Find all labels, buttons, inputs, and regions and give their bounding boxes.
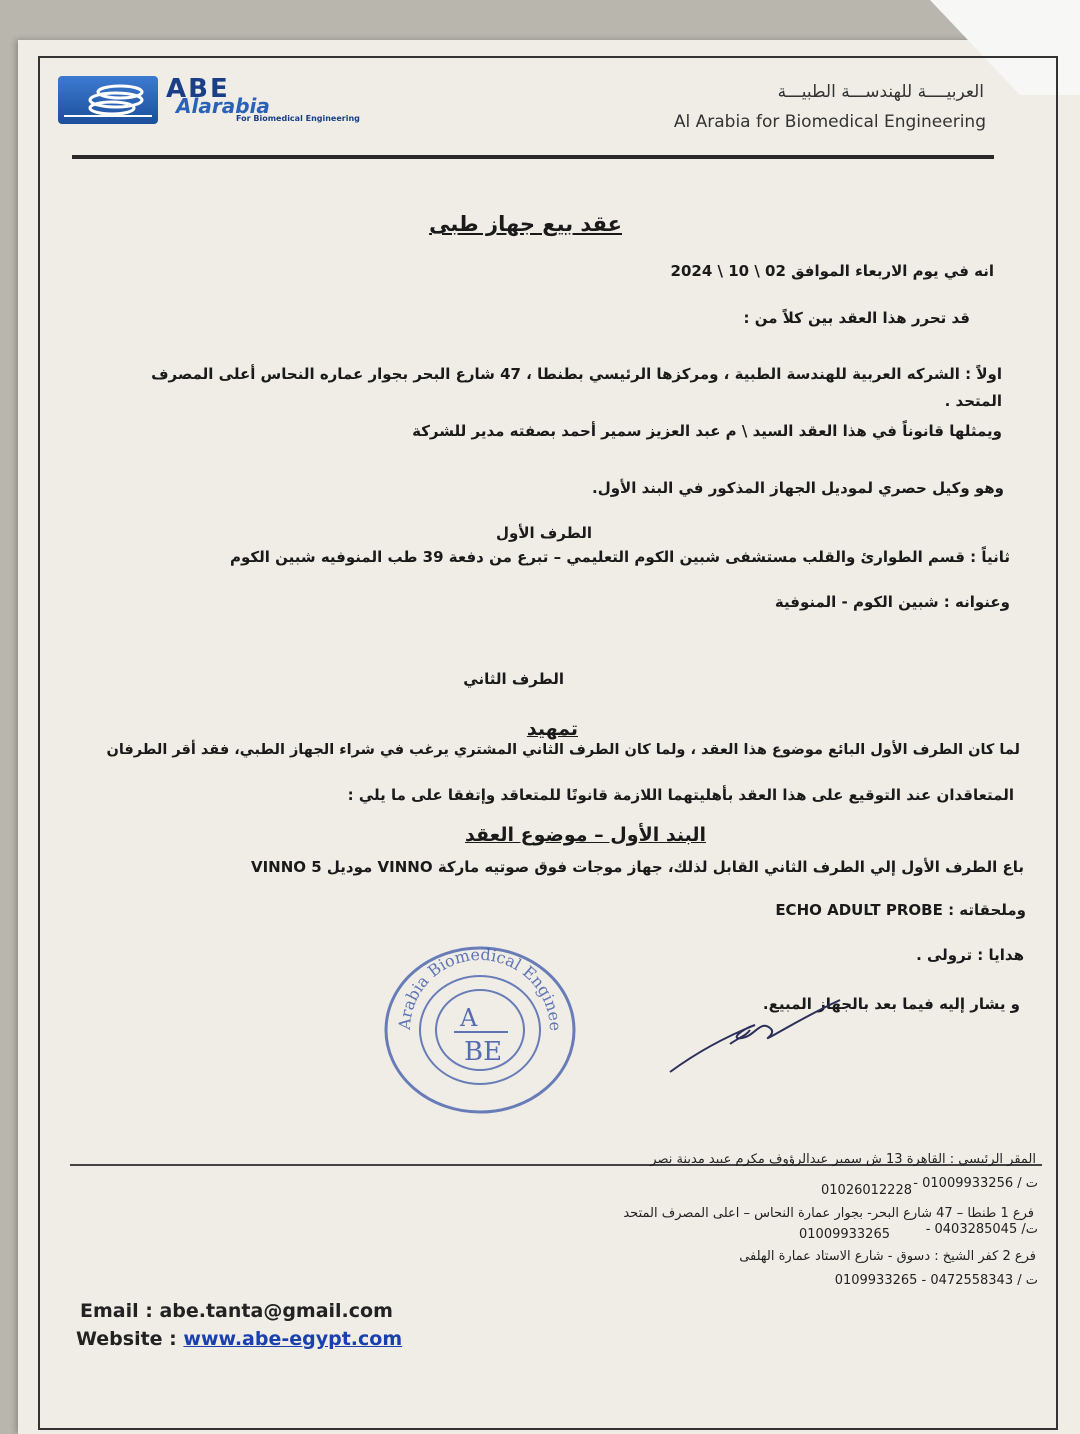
stamp-ring-text: Arabia Biomedical Enginee [394,944,566,1032]
website-line [76,1328,402,1350]
stamp-initials-be: BE [464,1037,503,1067]
branch-2-phones: ت / 0472558343 - 0109933265 [834,1273,1038,1288]
preamble-title: تمهيد [526,718,578,740]
email-line [80,1300,393,1322]
representative-line: ويمثلها قانوناً في هذا العقد السيد \ م عبد العزيز سمير أحمد بصفته مدير للشركة [412,422,1002,440]
logo-alarabia-text: Alarabia [176,94,270,118]
second-party-line: ثانياً : قسم الطوارئ والقلب مستشفى شبين الكوم التعليمي – تبرع من دفعة 39 طب المنوفيه شبين الكوم [229,548,1010,566]
gifts-line: هدايا : ترولى . [916,946,1024,964]
branch-2-address: فرع 2 كفر الشيخ : دسوق - شارع الاستاد عمارة الهلفى [739,1249,1036,1264]
preamble-line-1: لما كان الطرف الأول البائع موضوع هذا العقد ، ولما كان الطرف الثاني المشتري يرغب في شراء الجهاز الطبي، فقد أقر الطرفان [106,742,1020,758]
company-stamp [380,938,580,1118]
contract-title: عقد بيع جهاز طبى [429,212,622,236]
clause-1-title: البند الأول – موضوع العقد [465,824,706,846]
first-party-line-1: اولاً : الشركه العربية للهندسة الطبية ، ومركزها الرئيسي بطنطا ، 47 شارع البحر بجوار عماره النحاس أعلى المصرف [151,365,1002,383]
branch-1-address: فرع 1 طنطا – 47 شارع البحر- بجوار عمارة النحاس – اعلى المصرف المتحد [623,1206,1034,1221]
exclusive-agent-line: وهو وكيل حصري لموديل الجهاز المذكور في البند الأول. [592,479,1004,497]
clause-1-text: باع الطرف الأول إلي الطرف الثاني القابل لذلك، جهاز موجات فوق صوتيه ماركة VINNO موديل VINNO 5 [250,858,1024,876]
first-party-line-2: المتحد . [944,392,1002,410]
company-name-english: Al Arabia for Biomedical Engineering [673,112,986,132]
logo-emblem-icon [58,76,158,124]
website-label: Website : [76,1328,184,1350]
email-label: Email : [80,1300,160,1322]
intro-line: قد تحرر هذا العقد بين كلاً من : [743,309,970,327]
date-line: انه في يوم الاربعاء الموافق 02 \ 10 \ 2024 [670,262,994,280]
hq-phones: ت / 01009933256 - [913,1176,1038,1191]
logo-subtitle: For Biomedical Engineering [236,114,360,123]
first-party-label: الطرف الأول [495,524,592,542]
hq-address: المقر الرئيسي : القاهرة 13 ش سمير عبدالرؤوف مكرم عبيد مدينة نصر [650,1152,1036,1167]
stamp-initial-a: A [460,1004,478,1032]
hq-mobile: 01026012228 [821,1183,912,1198]
reference-line: و يشار إليه فيما بعد بالجهاز المبيع. [762,995,1020,1013]
second-party-label: الطرف الثاني [463,670,564,688]
email-address[interactable]: abe.tanta@gmail.com [159,1300,393,1322]
accessories-line: وملحقاته : ECHO ADULT PROBE [775,901,1026,919]
website-link[interactable]: www.abe-egypt.com [183,1328,403,1350]
company-name-arabic: العربيــــة للهندســـة الطبيـــة [777,82,984,102]
branch-1-phones: ت/ 0403285045 - [925,1222,1038,1237]
logo-abe-text: ABE [166,74,230,104]
company-logo [58,72,418,132]
branch-1-mobile: 01009933265 [799,1227,890,1242]
signature-icon [660,990,850,1080]
second-party-address: وعنوانه : شبين الكوم - المنوفية [774,593,1010,611]
preamble-line-2: المتعاقدان عند التوقيع على هذا العقد بأهليتهما اللازمة قانونًا للمتعاقد وإتفقا على ما يلي : [347,786,1014,804]
header-divider [72,155,994,159]
